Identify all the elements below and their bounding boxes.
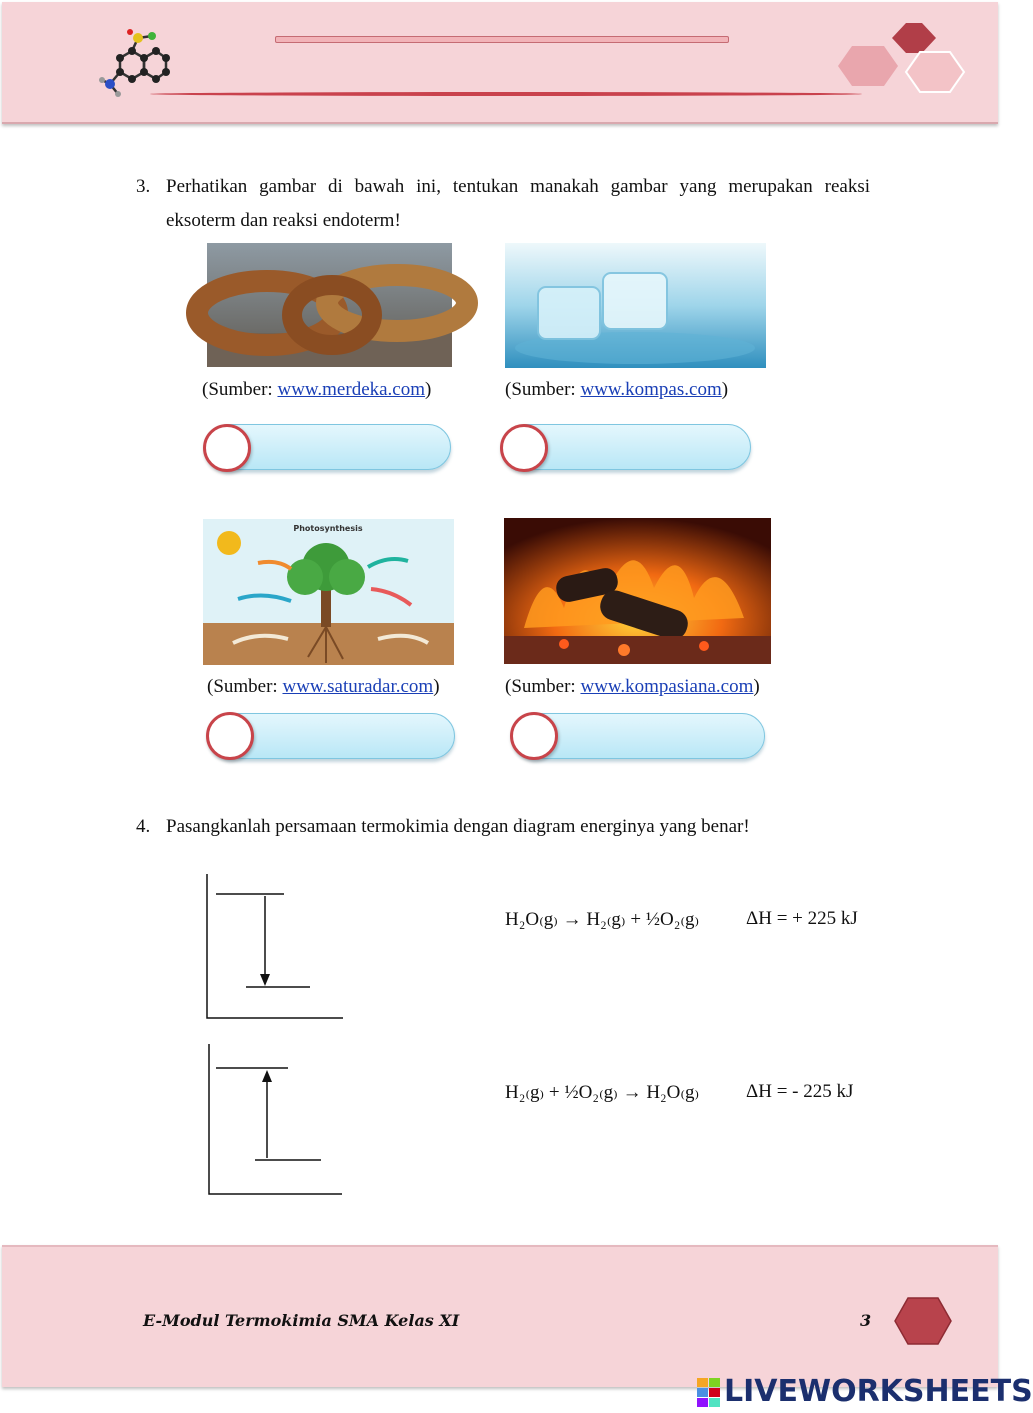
question-3-number: 3. [136,176,151,197]
molecule-logo-icon [100,28,170,100]
header-decor-line [150,92,862,96]
rusty-chain-image [207,243,452,367]
source-merdeka: (Sumber: www.merdeka.com) [202,379,432,400]
footer-title: E-Modul Termokimia SMA Kelas XI [143,1311,460,1330]
hexagon-decor-icon [836,20,968,100]
source-kompasiana: (Sumber: www.kompasiana.com) [505,676,760,697]
equation-2-dh: ΔH = - 225 kJ [746,1081,854,1102]
equation-1[interactable]: H₂O₍g₎ → H₂₍g₎ + ½O₂₍g₎ [505,909,700,930]
answer-circle-1 [203,424,251,472]
equation-2[interactable]: H₂₍g₎ + ½O₂₍g₎ → H₂O₍g₎ [505,1082,700,1103]
source-link-kompasiana[interactable]: www.kompasiana.com [580,676,754,697]
ice-cubes-image [505,243,766,368]
source-link-kompas[interactable]: www.kompas.com [580,379,722,400]
source-saturadar: (Sumber: www.saturadar.com) [207,676,440,697]
question-4-text: Pasangkanlah persamaan termokimia dengan diagram energinya yang benar! [166,816,750,837]
question-3-text: Perhatikan gambar di bawah ini, tentukan manakah gambar yang merupakan reaksi eksoterm dan reaksi endoterm! [166,176,870,231]
source-kompas: (Sumber: www.kompas.com) [505,379,729,400]
header-decor-bar [275,36,729,43]
energy-diagram-up[interactable] [202,1040,352,1200]
footer-hexagon-icon [893,1296,953,1346]
liveworksheets-logo-icon [697,1378,721,1408]
energy-diagram-down[interactable] [200,870,350,1025]
page-number: 3 [860,1311,872,1330]
question-4-number: 4. [136,816,151,837]
answer-circle-2 [500,424,548,472]
source-link-merdeka[interactable]: www.merdeka.com [277,379,426,400]
source-link-saturadar[interactable]: www.saturadar.com [282,676,434,697]
answer-circle-4 [510,712,558,760]
photosynthesis-title: Photosynthesis [293,524,363,533]
fire-image [504,518,771,664]
answer-circle-3 [206,712,254,760]
liveworksheets-brand: LIVEWORKSHEETS [724,1374,1033,1409]
equation-1-dh: ΔH = + 225 kJ [746,908,858,929]
photosynthesis-image [203,519,454,665]
